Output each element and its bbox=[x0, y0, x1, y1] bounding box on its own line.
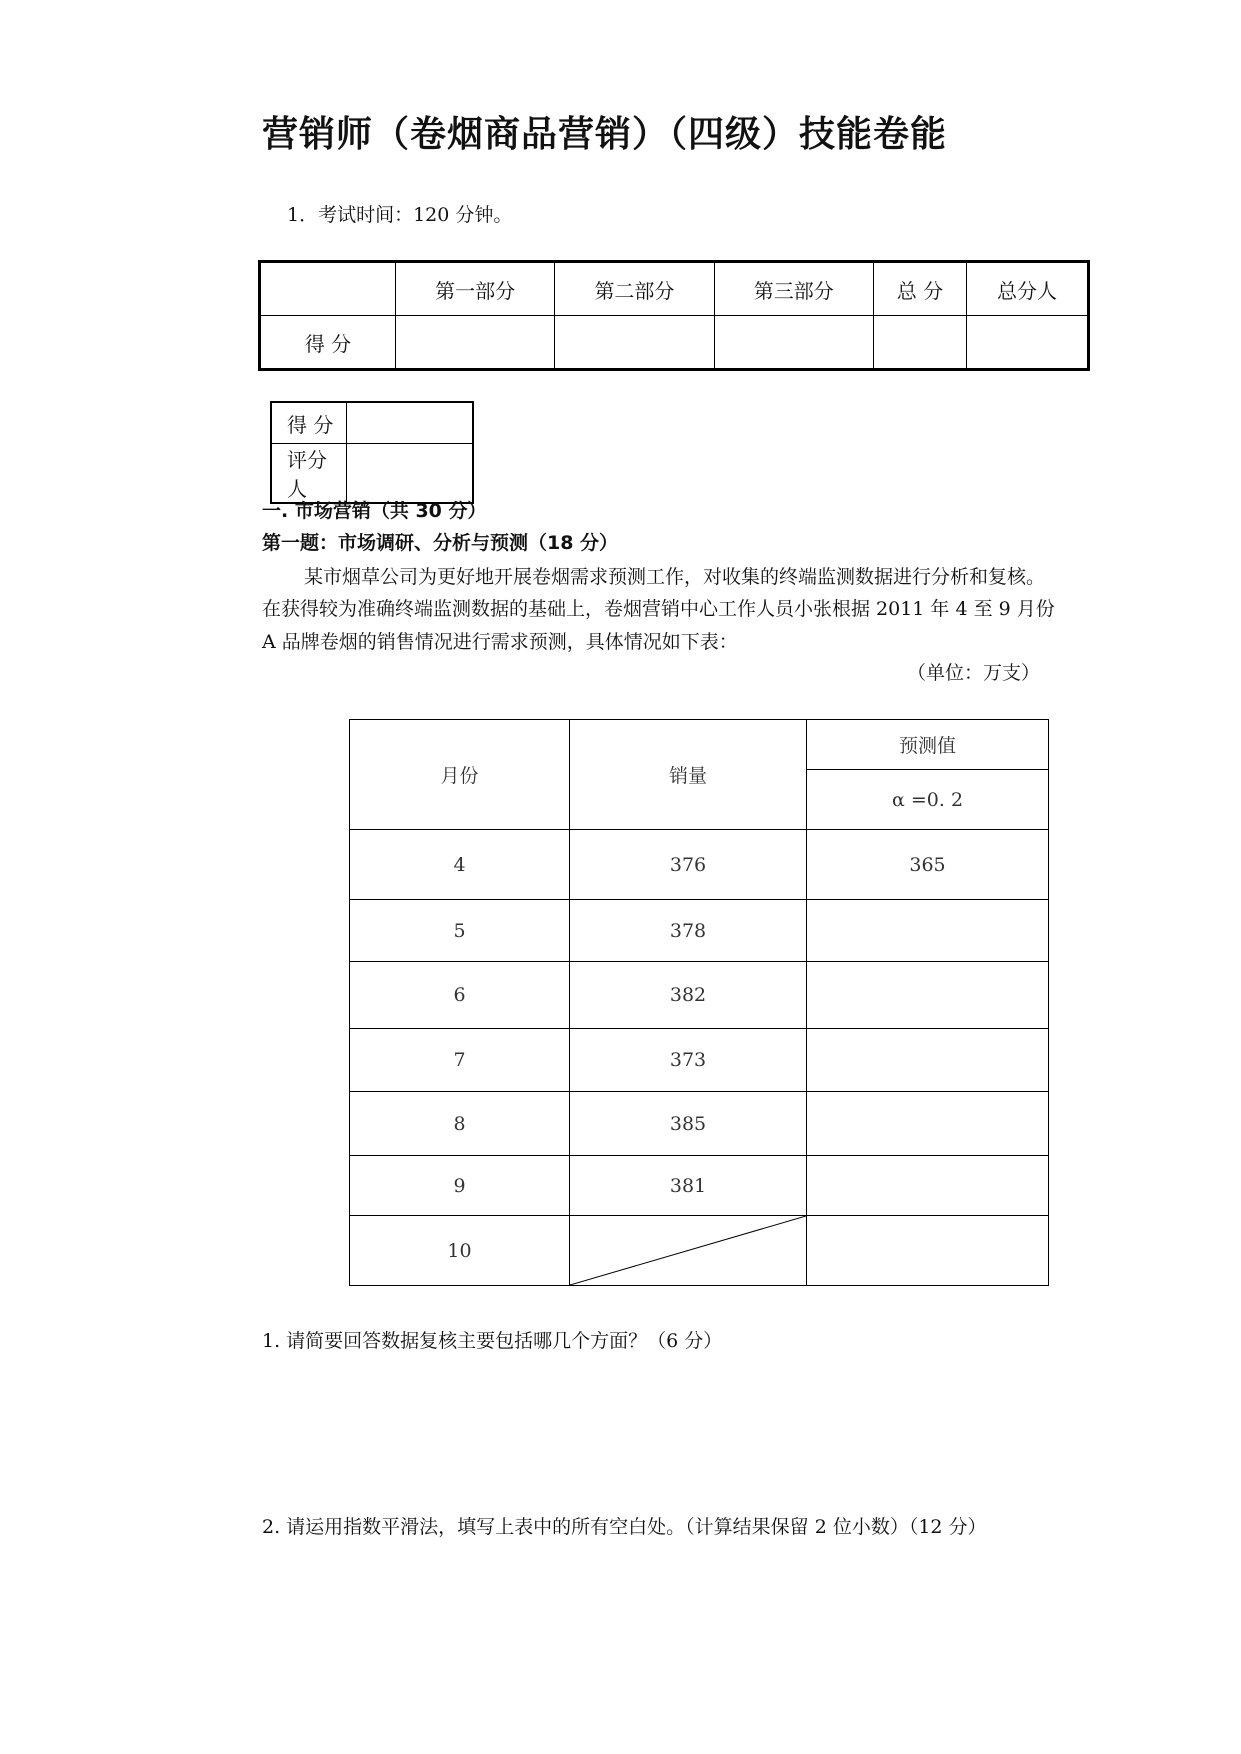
score-header-total: 总 分 bbox=[873, 262, 966, 316]
diagonal-slash-line bbox=[570, 1216, 806, 1285]
grader-name-label: 评分人 bbox=[271, 444, 347, 504]
cell-sales: 381 bbox=[570, 1156, 807, 1216]
score-header-part1: 第一部分 bbox=[396, 262, 555, 316]
cell-month: 4 bbox=[350, 830, 570, 900]
cell-forecast[interactable] bbox=[807, 1092, 1049, 1156]
score-cell-total[interactable] bbox=[873, 316, 966, 370]
unit-note: （单位：万支） bbox=[907, 662, 1041, 684]
cell-forecast[interactable] bbox=[807, 1029, 1049, 1092]
question-1: 1. 请简要回答数据复核主要包括哪几个方面？（6 分） bbox=[262, 1330, 723, 1352]
cell-forecast[interactable] bbox=[807, 1216, 1049, 1286]
table-row bbox=[350, 900, 1049, 962]
cell-month: 6 bbox=[350, 962, 570, 1029]
cell-sales: 376 bbox=[570, 830, 807, 900]
page-title: 营销师（卷烟商品营销）（四级）技能卷能 bbox=[262, 114, 948, 155]
cell-sales: 373 bbox=[570, 1029, 807, 1092]
question-title: 第一题：市场调研、分析与预测（18 分） bbox=[262, 532, 619, 554]
score-table-corner bbox=[260, 262, 396, 316]
cell-month: 5 bbox=[350, 900, 570, 962]
cell-forecast: 365 bbox=[807, 830, 1049, 900]
score-cell-part1[interactable] bbox=[396, 316, 555, 370]
cell-sales: 385 bbox=[570, 1092, 807, 1156]
question-2: 2. 请运用指数平滑法，填写上表中的所有空白处。（计算结果保留 2 位小数）（12 分） bbox=[262, 1516, 987, 1538]
grader-score-row bbox=[271, 402, 473, 444]
cell-forecast[interactable] bbox=[807, 1156, 1049, 1216]
exam-time: 1．考试时间：120 分钟。 bbox=[287, 204, 513, 226]
grader-name-row bbox=[271, 444, 473, 504]
section-heading: 一. 市场营销（共 30 分） bbox=[262, 500, 487, 522]
grader-score-label: 得 分 bbox=[271, 402, 347, 444]
table-row bbox=[350, 1029, 1049, 1092]
paragraph-line-2: 在获得较为准确终端监测数据的基础上，卷烟营销中心工作人员小张根据 2011 年 4 至 9 月份 bbox=[262, 598, 1055, 620]
table-row bbox=[350, 1156, 1049, 1216]
cell-sales: 382 bbox=[570, 962, 807, 1029]
score-header-scorer: 总分人 bbox=[967, 262, 1089, 316]
cell-sales: 378 bbox=[570, 900, 807, 962]
cell-month: 8 bbox=[350, 1092, 570, 1156]
cell-month: 9 bbox=[350, 1156, 570, 1216]
cell-sales-crossed bbox=[570, 1216, 807, 1286]
data-header-row bbox=[350, 720, 1049, 770]
cell-forecast[interactable] bbox=[807, 900, 1049, 962]
grader-table bbox=[270, 401, 474, 504]
score-cell-scorer[interactable] bbox=[967, 316, 1089, 370]
sales-data-table bbox=[349, 719, 1049, 1286]
grader-name-cell[interactable] bbox=[347, 444, 474, 504]
table-row bbox=[350, 1216, 1049, 1286]
header-month: 月份 bbox=[350, 720, 570, 830]
grader-score-cell[interactable] bbox=[347, 402, 474, 444]
table-row bbox=[350, 830, 1049, 900]
score-cell-part2[interactable] bbox=[555, 316, 714, 370]
score-table bbox=[258, 260, 1090, 371]
paragraph-line-1: 某市烟草公司为更好地开展卷烟需求预测工作，对收集的终端监测数据进行分析和复核。 bbox=[304, 566, 1046, 588]
table-row bbox=[350, 1092, 1049, 1156]
header-alpha: α =0. 2 bbox=[807, 770, 1049, 830]
score-table-value-row bbox=[260, 316, 1089, 370]
paragraph-line-3: A 品牌卷烟的销售情况进行需求预测，具体情况如下表： bbox=[262, 631, 738, 653]
table-row bbox=[350, 962, 1049, 1029]
score-table-header-row bbox=[260, 262, 1089, 316]
score-cell-part3[interactable] bbox=[714, 316, 873, 370]
cell-month: 10 bbox=[350, 1216, 570, 1286]
header-forecast: 预测值 bbox=[807, 720, 1049, 770]
cell-month: 7 bbox=[350, 1029, 570, 1092]
score-header-part2: 第二部分 bbox=[555, 262, 714, 316]
header-sales: 销量 bbox=[570, 720, 807, 830]
cell-forecast[interactable] bbox=[807, 962, 1049, 1029]
score-header-part3: 第三部分 bbox=[714, 262, 873, 316]
score-row-label: 得 分 bbox=[260, 316, 396, 370]
